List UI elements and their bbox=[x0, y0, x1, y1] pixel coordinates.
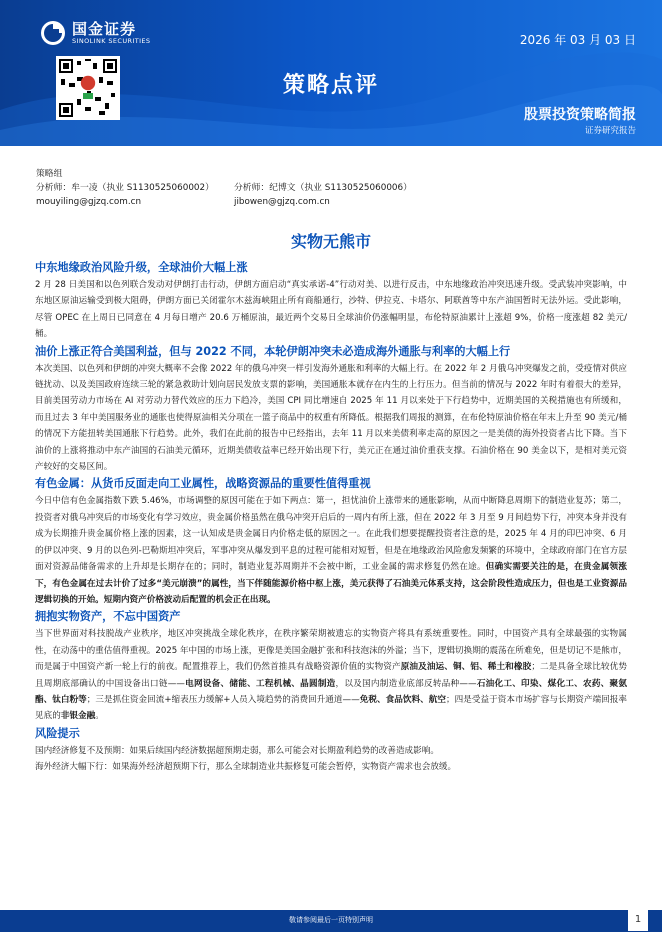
logo-cn-text: 国金证券 bbox=[72, 19, 137, 38]
section-title: 拥抱实物资产，不忘中国资产 bbox=[35, 610, 181, 624]
section-title: 有色金属：从货币反面走向工业属性，战略资源品的重要性值得重视 bbox=[35, 477, 371, 491]
logo-en-text: SINOLINK SECURITIES bbox=[72, 36, 151, 45]
footer-bar bbox=[0, 910, 662, 932]
report-headline: 实物无熊市 bbox=[290, 232, 371, 251]
paragraph-text: ；四是受益于资本市场扩容与长期资产端回报率见底的 bbox=[35, 694, 627, 722]
analyst-1: 分析师：牟一凌（执业 S1130525060002） bbox=[36, 183, 214, 193]
risk-item: 海外经济大幅下行：如果海外经济超预期下行，那么全球制造业共振修复可能会暂停，实物资产需求也会放缓。 bbox=[35, 762, 457, 773]
paragraph-emphasis: 原油及油运、铜、铝、稀土和橡胶 bbox=[400, 662, 532, 673]
report-type: 股票投资策略简报 bbox=[524, 107, 636, 123]
paragraph-text: 今日中信有色金属指数下跌 5.46%，市场调整的原因可能在于如下两点：第一，担忧油价上涨带来的通胀影响，从而中断降息周期下的制造业复苏；第二，投资者对俄乌冲突后的市场变化有学习效应，贵金属价格虽然在俄乌冲突开启后的一周内有所上涨，但在 2022 年 3 月至 9 月间趋势下行，冲突本身并没有成为长期推升贵金属价格上涨的因素，这一认知成是贵金属日内价格走低的原因之一。在此我们想要提醒投资者注意的是，2025 年 4 月的印巴冲突、6 月的伊以冲突、9 月的以色列-巴勒斯坦冲突后，军事冲突从爆发到平息的过程可能相对短暂，但是在地缘政治风险愈发频繁的环境中，全球政府部门在官方层面对资源品储备需求的上升却是长期存在的；同时，制造业复苏周期并不会被中断，工业金属的需求修复仍然在途。 bbox=[35, 496, 627, 573]
logo-mark-icon bbox=[40, 20, 66, 46]
team-name: 策略组 bbox=[36, 169, 63, 179]
section-title: 油价上涨正符合美国利益，但与 2022 不同，本轮伊朗冲突未必造成海外通胀与利率的大幅上行 bbox=[35, 344, 511, 358]
report-subtype: 证券研究报告 bbox=[584, 126, 636, 136]
paragraph-text: 当下世界面对科技脱战产业秩序，地区冲突挑战全球化秩序，在秩序繁荣期被遗忘的实物资产将具有系统重要性。同时，中国资产具有全球最强的实物属性，在动荡中的重估值得重视。2025 年中国的市场上涨，更像是美国金融扩张和科技泡沫的外溢；当下，逻辑切换期的震荡在所难免，但是切记不是熊市，而是属于中国资产新一轮上行的前夜。配置推荐上，我们仍然首推具有战略资源价值的实物资产 bbox=[35, 629, 627, 673]
author-block bbox=[36, 167, 412, 209]
analyst-1-email[interactable]: mouyiling@gjzq.com.cn bbox=[36, 197, 142, 207]
paragraph-emphasis: 但确实需要关注的是，在贵金属领涨下，有色金属在过去计价了过多“美元崩溃”的属性，当下伴随能源价格中枢上涨，美元获得了石油美元体系支持，这会阶段性造成压力，但也是工业资源品逻辑切换的开始。短期内资产价格波动后配置的机会正在出现。 bbox=[35, 562, 627, 605]
risk-item: 国内经济修复不及预期：如果后续国内经济数据超预期走弱，那么可能会对长期盈利趋势的改善造成影响。 bbox=[35, 745, 439, 756]
paragraph-text: ；三是抓住资金回流+缩表压力缓解+人员入境趋势的消费回升通道—— bbox=[86, 694, 360, 705]
section-paragraph: 本次美国、以色列和伊朗的冲突大概率不会像 2022 年的俄乌冲突一样引发海外通胀和利率的大幅上行。在 2022 年 2 月俄乌冲突爆发之前，受疫情对供应链扰动、以及美国政府连续三轮的紧急救助计划向居民发放支票的影响，美国通胀本就存在内生的上行压力。但当前的情况与 2022 年时有着很大的差异，目前美国劳动力市场在 AI 对劳动力替代效应的压力下趋冷，美国 CPI 同比增速自 2025 年 11 月以来处于下行趋势中，近期美国的关税措施也有所缓和，而且过去 3 年中美国服务业的通胀也使得原油相关分项在一篮子商品中的权重有所降低。根据我们周报的测算，在布伦特原油价格在年末上升至 90 美元/桶的情况下方能扭转美国通胀下行趋势。此外，我们在此前的报告中已经指出，去年 11 月以来美债利率走高的原因之一是美债的海外投资者占比下降。当下油价的上涨将推动中东产油国的石油美元循环，近期美债收益率已经开始出现下行，美元正在通过油价重获支撑。石油价格在 90 美金以下，是相对美元资产较好的交易区间。 bbox=[35, 363, 627, 473]
company-logo bbox=[40, 20, 150, 46]
analyst-2-email[interactable]: jibowen@gjzq.com.cn bbox=[234, 197, 330, 207]
section-title: 风险提示 bbox=[35, 726, 80, 740]
paragraph-text: 。 bbox=[95, 711, 104, 722]
header-banner bbox=[0, 0, 662, 146]
paragraph-emphasis: 石油化工、印染、煤化工、农药、聚氨酯、钛白粉等 bbox=[35, 678, 627, 705]
footer-disclaimer[interactable]: 敬请参阅最后一页特别声明 bbox=[289, 916, 373, 924]
section-paragraph bbox=[35, 493, 627, 608]
section-paragraph bbox=[35, 626, 627, 724]
section-title: 中东地缘政治风险升级，全球油价大幅上涨 bbox=[35, 261, 248, 274]
paragraph-emphasis: 电网设备、储能、工程机械、晶圆制造 bbox=[184, 678, 336, 689]
report-body bbox=[35, 259, 627, 776]
report-date: 2026 年 03 月 03 日 bbox=[519, 33, 636, 47]
paragraph-emphasis: 免税、食品饮料、航空 bbox=[359, 694, 446, 705]
report-title: 策略点评 bbox=[282, 73, 379, 98]
section-paragraph: 2 月 28 日美国和以色列联合发动对伊朗打击行动，伊朗方面启动“真实承诺-4”行动对美、以进行反击，中东地缘政治冲突迅速升级。受武装冲突影响，中东地区原油运输受到极大阻碍，伊朗方面已关闭霍尔木兹海峡阻止所有商船通行，沙特、伊拉克、卡塔尔、阿联酋等中东产油国暂时无法外运。受此影响，尽管 OPEC 在上周日已同意在 4 月每日增产 20.6 万桶原油，最近两个交易日全球油价仍涨幅明显，布伦特原油累计上涨超 9%，价格一度涨超 82 美元/桶。 bbox=[35, 280, 627, 340]
paragraph-emphasis: 非银金融 bbox=[60, 711, 96, 722]
paragraph-text: ，以及国内制造业底部反转品种—— bbox=[335, 678, 477, 689]
analyst-2: 分析师：纪博文（执业 S1130525060006） bbox=[234, 183, 412, 193]
page-number: 1 bbox=[628, 909, 648, 931]
paragraph-text: ；二是具备全球比较优势且周期底部确认的中国设备出口链—— bbox=[35, 662, 627, 689]
